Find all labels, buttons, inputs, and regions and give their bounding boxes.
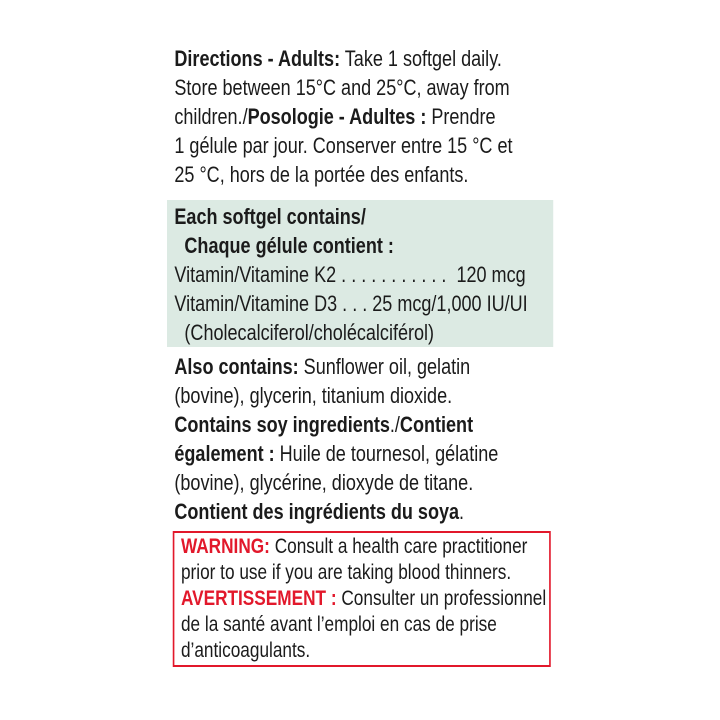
text-line xyxy=(174,497,498,526)
bold-text: Contient xyxy=(399,412,474,437)
body-text: Store between 15°C and 25°C, away from xyxy=(174,75,510,100)
bold-text: Contains soy ingredients xyxy=(174,412,390,437)
body-text: Vitamin/Vitamine D3 . . . 25 mcg/1,000 IU/UI xyxy=(174,291,528,316)
supplement-facts-panel xyxy=(167,200,553,347)
text-line xyxy=(174,231,553,260)
body-text: Huile de tournesol, gélatine xyxy=(274,441,499,466)
body-text: 1 gélule par jour. Conserver entre 15 °C et xyxy=(174,133,513,158)
body-text: ./ xyxy=(389,412,400,437)
text-line xyxy=(174,468,498,497)
text-line xyxy=(174,131,512,160)
text-line xyxy=(181,534,549,560)
text-line xyxy=(181,560,549,586)
text-line xyxy=(174,318,553,347)
body-text: . xyxy=(459,499,465,524)
body-text: de la santé avant l’emploi en cas de prise xyxy=(180,613,497,636)
bold-text: également : xyxy=(174,441,275,466)
body-text: prior to use if you are taking blood thinners. xyxy=(180,561,512,584)
body-text: children./ xyxy=(174,104,248,129)
text-line xyxy=(174,44,512,73)
also-contains-section xyxy=(174,352,498,526)
text-line xyxy=(174,202,553,231)
text-line xyxy=(181,586,549,612)
body-text: Sunflower oil, gelatin xyxy=(298,354,471,379)
text-line xyxy=(174,73,512,102)
body-text: (bovine), glycerin, titanium dioxide. xyxy=(174,383,453,408)
text-line xyxy=(174,289,553,318)
bold-text: Chaque gélule contient : xyxy=(174,233,394,258)
text-line xyxy=(174,352,498,381)
body-text: (Cholecalciferol/cholécalciférol) xyxy=(174,320,435,345)
text-line xyxy=(174,260,553,289)
text-line xyxy=(181,638,549,664)
body-text: Consulter un professionnel xyxy=(336,587,547,610)
warning-heading: AVERTISSEMENT : xyxy=(180,587,337,610)
bold-text: Posologie - Adultes : xyxy=(247,104,427,129)
text-line xyxy=(174,381,498,410)
body-text: (bovine), glycérine, dioxyde de titane. xyxy=(174,470,474,495)
text-line xyxy=(174,160,512,189)
directions-section xyxy=(174,44,512,189)
text-line xyxy=(174,102,512,131)
text-line xyxy=(174,410,498,439)
body-text: 25 °C, hors de la portée des enfants. xyxy=(174,162,469,187)
bold-text: Each softgel contains/ xyxy=(174,204,366,229)
warning-heading: WARNING: xyxy=(180,535,270,558)
text-line xyxy=(181,612,549,638)
bold-text: Directions - Adults: xyxy=(174,46,341,71)
warning-box xyxy=(173,531,551,667)
body-text: Consult a health care practitioner xyxy=(269,535,528,558)
label-column xyxy=(167,0,553,720)
body-text: Vitamin/Vitamine K2 . . . . . . . . . . . 120 mcg xyxy=(174,262,526,287)
bold-text: Also contains: xyxy=(174,354,299,379)
text-line xyxy=(174,439,498,468)
body-text: Prendre xyxy=(426,104,496,129)
body-text: d’anticoagulants. xyxy=(180,639,311,662)
body-text: Take 1 softgel daily. xyxy=(340,46,502,71)
bold-text: Contient des ingrédients du soya xyxy=(174,499,460,524)
